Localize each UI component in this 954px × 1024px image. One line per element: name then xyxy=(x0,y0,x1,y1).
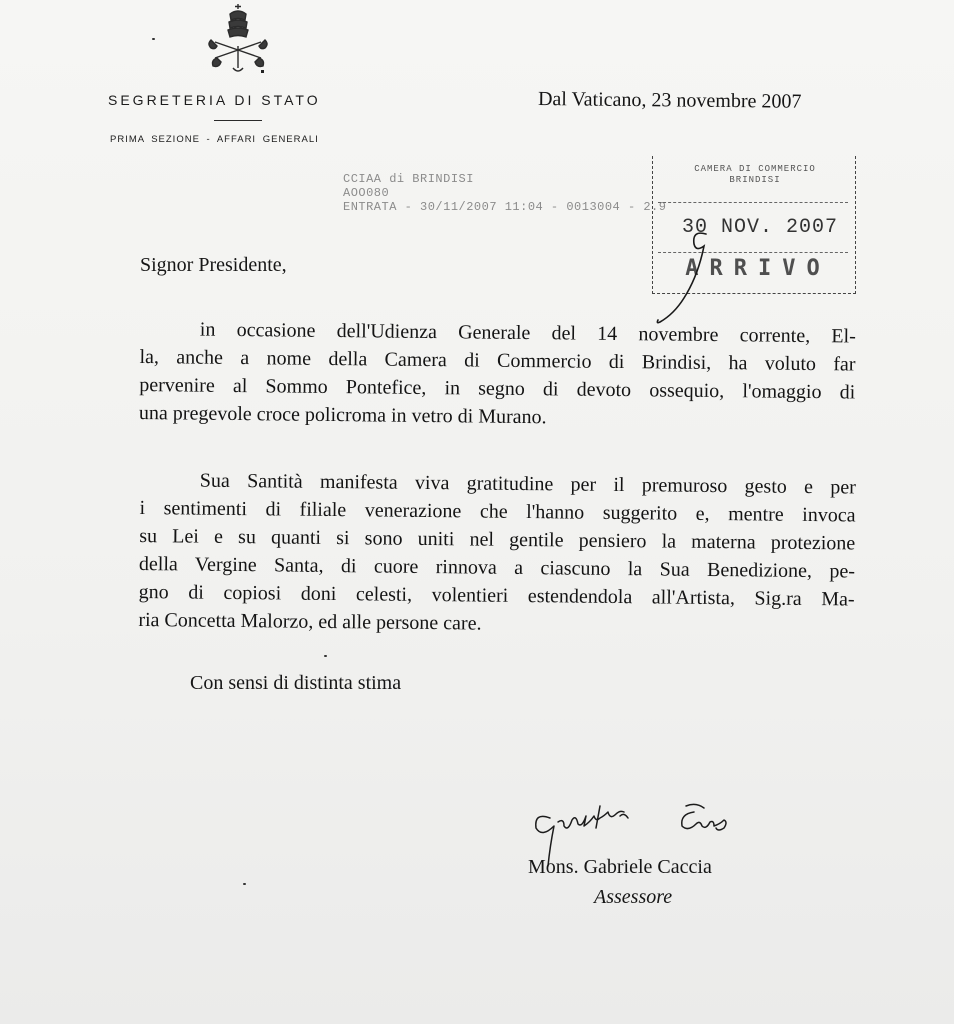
office-name: SEGRETERIA DI STATO xyxy=(108,92,321,108)
arrival-stamp-org-line2: BRINDISI xyxy=(729,175,781,185)
papal-crest-icon xyxy=(203,2,273,76)
paragraph-1-line: in occasione dell'Udienza Generale del 14 novembre corrente, El- xyxy=(199,318,856,348)
arrival-stamp-date: 30 NOV. 2007 xyxy=(682,216,839,239)
arrival-stamp-org-line1: CAMERA DI COMMERCIO xyxy=(694,164,816,174)
paragraph-2 xyxy=(138,466,856,641)
paper-speck xyxy=(243,883,246,885)
paragraph-2-line: su Lei e su quanti si sono uniti nel gentile pensiero la materna protezione xyxy=(139,524,856,555)
handwritten-check-mark-icon xyxy=(640,226,720,326)
registration-stamp xyxy=(343,172,666,214)
dateline: Dal Vaticano, 23 novembre 2007 xyxy=(537,88,802,113)
arrival-stamp-org xyxy=(660,164,850,186)
paragraph-2-line: della Vergine Santa, di cuore rinnova a ciascuno la Sua Benedizione, pe- xyxy=(138,552,856,583)
arrival-stamp-word: ARRIVO xyxy=(685,256,831,281)
letterhead-divider xyxy=(214,120,262,121)
closing-formula: Con sensi di distinta stima xyxy=(190,672,402,694)
office-section: PRIMA SEZIONE - AFFARI GENERALI xyxy=(110,134,319,145)
arrival-stamp-divider-top xyxy=(658,202,848,203)
signatory-title: Assessore xyxy=(594,886,673,908)
paper-speck xyxy=(324,655,327,657)
paper-speck xyxy=(152,38,155,40)
registration-stamp-line2: AOO080 xyxy=(343,186,390,200)
paragraph-2-line: gno di copiosi doni celesti, volentieri estendendola all'Artista, Sig.ra Ma- xyxy=(138,580,855,611)
paragraph-2-line: Sua Santità manifesta viva gratitudine per il premuroso gesto e per xyxy=(199,469,856,499)
salutation: Signor Presidente, xyxy=(140,254,287,276)
registration-stamp-line1: CCIAA di BRINDISI xyxy=(343,172,474,186)
signatory-name: Mons. Gabriele Caccia xyxy=(528,856,712,878)
paragraph-2-line: i sentimenti di filiale venerazione che l'hanno suggerito e, mentre invoca xyxy=(139,496,856,527)
paragraph-1-line: la, anche a nome della Camera di Commercio di Brindisi, ha voluto far xyxy=(139,345,856,376)
paragraph-1-line: pervenire al Sommo Pontefice, in segno di devoto ossequio, l'omaggio di xyxy=(139,373,856,404)
registration-stamp-line3: ENTRATA - 30/11/2007 11:04 - 0013004 - 2.9 xyxy=(343,200,667,214)
paragraph-1-line: una pregevole croce policroma in vetro di Murano. xyxy=(138,401,547,429)
paragraph-2-line: ria Concetta Malorzo, ed alle persone care. xyxy=(138,608,482,635)
paragraph-1 xyxy=(139,315,856,434)
